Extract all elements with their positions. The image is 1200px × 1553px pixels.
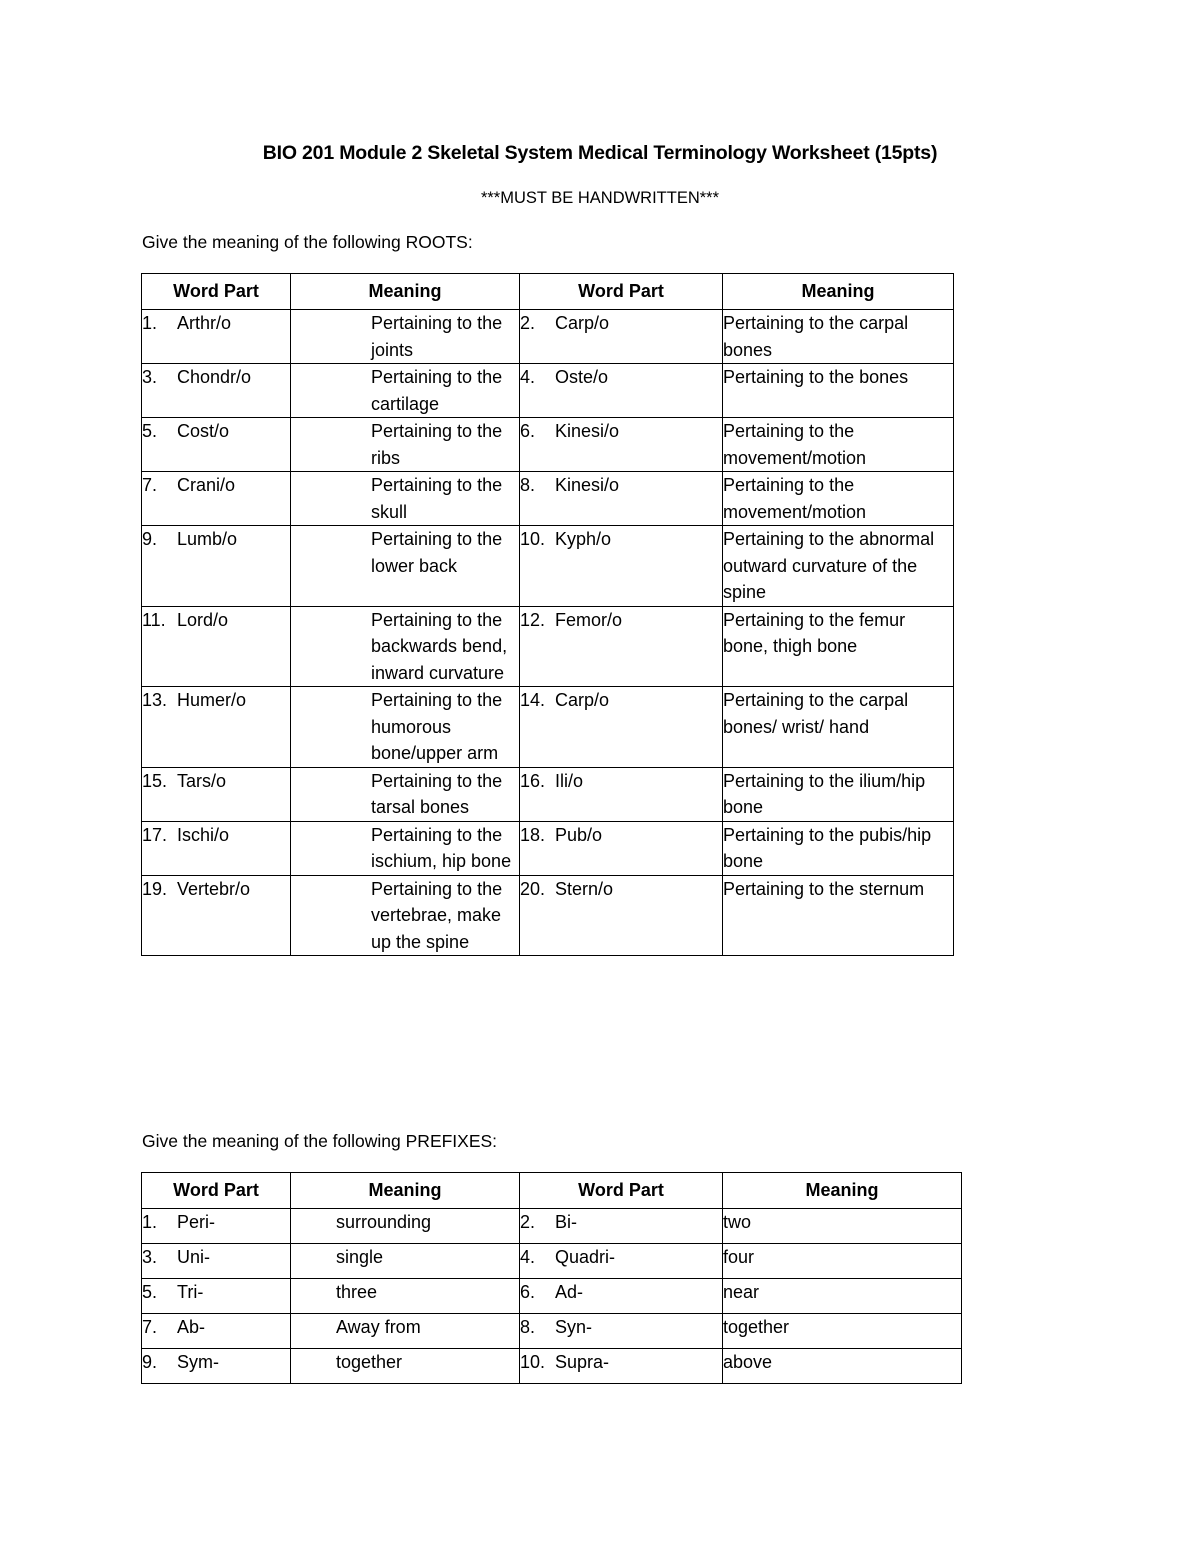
meaning-cell: Pertaining to the abnormal outward curvature of the spine — [723, 526, 954, 607]
prefixes-table — [141, 1172, 962, 1384]
word-part-cell — [520, 1244, 723, 1279]
meaning-cell: Pertaining to the tarsal bones — [291, 767, 520, 821]
meaning-cell: surrounding — [291, 1209, 520, 1244]
word-part: Ili/o — [555, 770, 584, 791]
table-row — [142, 526, 954, 607]
word-part: Femor/o — [555, 609, 623, 630]
word-part-cell — [520, 1314, 723, 1349]
word-part-cell — [520, 1279, 723, 1314]
meaning-cell: near — [723, 1279, 962, 1314]
meaning-cell: Pertaining to the lower back — [291, 526, 520, 607]
item-number: 7. — [142, 1317, 158, 1337]
word-part: Syn- — [555, 1317, 593, 1337]
item-number: 4. — [520, 1247, 536, 1267]
meaning-cell: four — [723, 1244, 962, 1279]
column-header-word-part: Word Part — [520, 274, 723, 310]
word-part-cell — [142, 418, 291, 472]
prefixes-instruction: Give the meaning of the following PREFIXES: — [142, 1131, 498, 1151]
item-number: 5. — [142, 421, 158, 441]
word-part: Arthr/o — [177, 313, 232, 333]
word-part-cell — [520, 606, 723, 687]
table-row — [142, 364, 954, 418]
meaning-cell: Pertaining to the vertebrae, make up the spine — [291, 875, 520, 956]
word-part: Ab- — [177, 1317, 206, 1337]
word-part: Carp/o — [555, 690, 610, 710]
meaning-cell: Pertaining to the cartilage — [291, 364, 520, 418]
word-part: Carp/o — [555, 313, 610, 333]
word-part-cell — [520, 526, 723, 607]
word-part: Pub/o — [555, 824, 603, 845]
word-part-cell — [142, 1209, 291, 1244]
meaning-cell: two — [723, 1209, 962, 1244]
item-number: 1. — [142, 313, 158, 333]
table-row — [142, 767, 954, 821]
item-number: 12. — [520, 609, 546, 630]
word-part-cell — [142, 364, 291, 418]
word-part: Tars/o — [177, 770, 227, 791]
item-number: 7. — [142, 475, 158, 495]
meaning-cell: Pertaining to the bones — [723, 364, 954, 418]
meaning-cell: Pertaining to the femur bone, thigh bone — [723, 606, 954, 687]
column-header-meaning: Meaning — [291, 1173, 520, 1209]
item-number: 2. — [520, 1212, 536, 1232]
meaning-cell: Pertaining to the joints — [291, 310, 520, 364]
table-row — [142, 310, 954, 364]
word-part-cell — [142, 687, 291, 768]
item-number: 11. — [142, 609, 166, 630]
word-part-cell — [520, 687, 723, 768]
word-part-cell — [142, 1244, 291, 1279]
word-part: Ad- — [555, 1282, 584, 1302]
item-number: 16. — [520, 770, 546, 791]
table-row — [142, 687, 954, 768]
handwritten-notice: ***MUST BE HANDWRITTEN*** — [480, 189, 720, 207]
word-part-cell — [142, 767, 291, 821]
roots-table — [141, 273, 954, 956]
item-number: 6. — [520, 421, 536, 441]
word-part: Quadri- — [555, 1247, 616, 1267]
column-header-word-part: Word Part — [142, 1173, 291, 1209]
table-header-row — [142, 1173, 962, 1209]
meaning-cell: Pertaining to the carpal bones/ wrist/ hand — [723, 687, 954, 768]
meaning-cell: Pertaining to the skull — [291, 472, 520, 526]
item-number: 8. — [520, 1317, 536, 1337]
word-part-cell — [142, 606, 291, 687]
table-row — [142, 418, 954, 472]
word-part-cell — [142, 1279, 291, 1314]
meaning-cell: Pertaining to the pubis/hip bone — [723, 821, 954, 875]
meaning-cell: Pertaining to the carpal bones — [723, 310, 954, 364]
word-part: Sym- — [177, 1352, 219, 1372]
word-part: Cost/o — [177, 421, 230, 441]
item-number: 9. — [142, 529, 158, 549]
word-part-cell — [520, 1349, 723, 1384]
item-number: 14. — [520, 690, 546, 710]
meaning-cell: together — [291, 1349, 520, 1384]
item-number: 4. — [520, 367, 536, 387]
meaning-cell: Pertaining to the movement/motion — [723, 472, 954, 526]
column-header-word-part: Word Part — [520, 1173, 723, 1209]
word-part-cell — [520, 821, 723, 875]
table-row — [142, 1209, 962, 1244]
meaning-cell: Pertaining to the backwards bend, inward curvature — [291, 606, 520, 687]
column-header-meaning: Meaning — [723, 1173, 962, 1209]
item-number: 3. — [142, 1247, 158, 1267]
word-part-cell — [142, 1349, 291, 1384]
item-number: 8. — [520, 475, 536, 495]
word-part-cell — [520, 767, 723, 821]
meaning-cell: Pertaining to the ischium, hip bone — [291, 821, 520, 875]
word-part: Chondr/o — [177, 367, 252, 387]
word-part-cell — [142, 472, 291, 526]
word-part-cell — [520, 875, 723, 956]
table-row — [142, 875, 954, 956]
word-part: Humer/o — [177, 690, 247, 710]
word-part-cell — [520, 364, 723, 418]
word-part: Lord/o — [177, 609, 229, 630]
table-row — [142, 821, 954, 875]
meaning-cell: Pertaining to the ribs — [291, 418, 520, 472]
word-part: Crani/o — [177, 475, 236, 495]
word-part: Vertebr/o — [177, 878, 251, 899]
meaning-cell: single — [291, 1244, 520, 1279]
word-part: Uni- — [177, 1247, 211, 1267]
word-part: Kinesi/o — [555, 421, 620, 441]
word-part: Kinesi/o — [555, 475, 620, 495]
item-number: 19. — [142, 878, 168, 899]
word-part: Tri- — [177, 1282, 204, 1302]
table-row — [142, 1349, 962, 1384]
item-number: 6. — [520, 1282, 536, 1302]
table-row — [142, 606, 954, 687]
word-part: Stern/o — [555, 878, 614, 899]
item-number: 5. — [142, 1282, 158, 1302]
word-part: Bi- — [555, 1212, 577, 1232]
word-part: Supra- — [555, 1352, 610, 1372]
word-part: Oste/o — [555, 367, 609, 387]
meaning-cell: three — [291, 1279, 520, 1314]
word-part-cell — [142, 310, 291, 364]
table-header-row — [142, 274, 954, 310]
word-part-cell — [520, 310, 723, 364]
word-part-cell — [142, 526, 291, 607]
meaning-cell: Away from — [291, 1314, 520, 1349]
word-part-cell — [520, 1209, 723, 1244]
meaning-cell: above — [723, 1349, 962, 1384]
word-part: Lumb/o — [177, 529, 238, 549]
word-part: Kyph/o — [555, 529, 612, 549]
table-row — [142, 472, 954, 526]
column-header-word-part: Word Part — [142, 274, 291, 310]
page-title: BIO 201 Module 2 Skeletal System Medical Terminology Worksheet (15pts) — [262, 142, 938, 164]
table-row — [142, 1244, 962, 1279]
item-number: 3. — [142, 367, 158, 387]
word-part-cell — [520, 472, 723, 526]
table-row — [142, 1314, 962, 1349]
word-part: Ischi/o — [177, 824, 230, 845]
column-header-meaning: Meaning — [291, 274, 520, 310]
meaning-cell: Pertaining to the ilium/hip bone — [723, 767, 954, 821]
word-part-cell — [142, 1314, 291, 1349]
item-number: 2. — [520, 313, 536, 333]
item-number: 20. — [520, 878, 546, 899]
word-part-cell — [142, 875, 291, 956]
meaning-cell: together — [723, 1314, 962, 1349]
item-number: 18. — [520, 824, 546, 845]
item-number: 10. — [520, 1352, 546, 1372]
item-number: 9. — [142, 1352, 158, 1372]
word-part: Peri- — [177, 1212, 216, 1232]
word-part-cell — [520, 418, 723, 472]
item-number: 1. — [142, 1212, 158, 1232]
meaning-cell: Pertaining to the movement/motion — [723, 418, 954, 472]
meaning-cell: Pertaining to the humorous bone/upper arm — [291, 687, 520, 768]
roots-instruction: Give the meaning of the following ROOTS: — [142, 232, 473, 252]
item-number: 17. — [142, 824, 168, 845]
word-part-cell — [142, 821, 291, 875]
meaning-cell: Pertaining to the sternum — [723, 875, 954, 956]
item-number: 13. — [142, 690, 168, 710]
item-number: 10. — [520, 529, 546, 549]
item-number: 15. — [142, 770, 168, 791]
table-row — [142, 1279, 962, 1314]
column-header-meaning: Meaning — [723, 274, 954, 310]
